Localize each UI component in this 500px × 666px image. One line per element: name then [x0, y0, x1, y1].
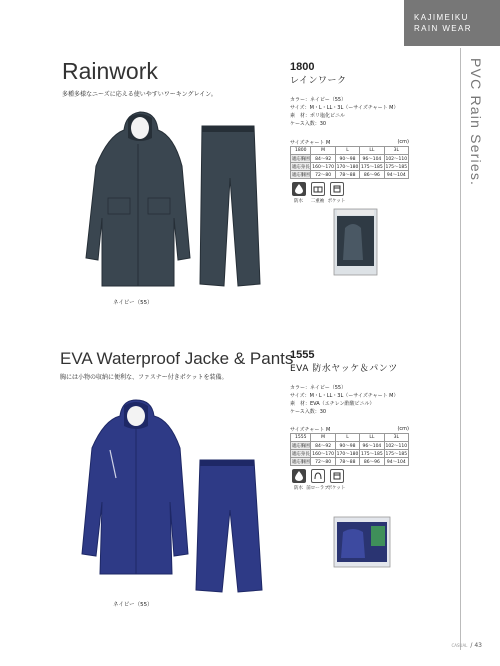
page-number: CASUAL / 43 — [451, 642, 482, 649]
table-cell: 94〜104 — [384, 171, 408, 179]
hood-icon — [311, 469, 325, 483]
size-chart-unit: (cm) — [397, 426, 409, 432]
table-cell: 適応胴囲 — [291, 172, 310, 178]
table-cell: 1555 — [291, 434, 311, 442]
table-row — [291, 147, 409, 155]
table-cell: 175〜185 — [385, 451, 408, 457]
table-row — [291, 458, 409, 466]
series-title: PVC Rain Series. — [468, 58, 484, 187]
table-cell: 86〜96 — [360, 458, 384, 466]
water-drop-icon — [292, 469, 306, 483]
table-cell: 94〜104 — [384, 458, 408, 466]
table-row — [291, 450, 409, 458]
product-name: レインワーク — [290, 76, 347, 86]
spec-color: カラー：ネイビー（55） — [290, 385, 347, 391]
brand-badge — [404, 0, 500, 46]
product-code: 1555 — [290, 349, 315, 361]
feature-pocket — [329, 182, 344, 204]
vertical-divider — [460, 48, 461, 650]
table-cell: 160〜170 — [312, 451, 334, 457]
feature-label: 防水 — [294, 199, 303, 204]
table-cell: 96〜104 — [360, 442, 384, 450]
table-cell: 84〜92 — [311, 155, 335, 163]
pocket-icon — [330, 182, 344, 196]
feature-waterproof — [291, 182, 306, 204]
table-cell: 90〜98 — [335, 155, 359, 163]
table-row — [291, 434, 409, 442]
table-cell: 160〜170 — [312, 164, 334, 170]
product-tagline: 胸には小物の収納に便利な、ファスナー付きポケットを装備。 — [60, 374, 228, 381]
spec-material: 素 材：ポリ塩化ビニル — [290, 113, 346, 119]
table-cell: 72〜80 — [311, 458, 335, 466]
package-image — [333, 516, 391, 568]
size-chart-title: サイズチャート M — [290, 140, 331, 146]
rainwork-jacket-pants-image — [78, 108, 268, 292]
table-cell: 84〜92 — [311, 442, 335, 450]
feature-pocket — [329, 469, 344, 491]
table-cell: 適応胴囲 — [291, 459, 310, 465]
table-cell: 175〜185 — [361, 164, 383, 170]
size-chart-table — [290, 146, 409, 179]
spec-color: カラー：ネイビー（55） — [290, 97, 347, 103]
table-row — [291, 155, 409, 163]
feature-label: ポケット — [327, 199, 346, 204]
table-cell: 1800 — [291, 147, 311, 155]
table-cell: 78〜88 — [335, 171, 359, 179]
table-cell: 3L — [384, 434, 408, 442]
table-row — [291, 163, 409, 171]
table-cell: 78〜88 — [335, 458, 359, 466]
feature-label: 二重袖 — [310, 199, 325, 204]
feature-icons — [291, 469, 344, 491]
spec-case-qty: ケース入数：30 — [290, 121, 327, 127]
size-chart-unit: (cm) — [397, 139, 409, 145]
table-cell: 適応身長 — [291, 451, 310, 457]
table-cell: LL — [360, 434, 384, 442]
eva-jacket-pants-image — [72, 398, 272, 594]
feature-label: 前ローラブ — [306, 486, 329, 491]
spec-case-qty: ケース入数：30 — [290, 409, 327, 415]
brand-category: RAIN WEAR — [414, 24, 472, 33]
product-tagline: 多種多様なニーズに応える使いやすいワーキングレイン。 — [62, 91, 217, 98]
spec-size: サイズ：M・L・LL・3L（ーサイズチャート M） — [290, 393, 399, 399]
color-caption: ネイビー（55） — [113, 602, 153, 608]
product-name: EVA 防水ヤッケ＆パンツ — [290, 364, 398, 374]
feature-label: 防水 — [294, 486, 303, 491]
package-image — [333, 208, 378, 276]
spec-material: 素 材：EVA（エチレン酢酸ビニル） — [290, 401, 375, 407]
table-cell: 170〜180 — [336, 164, 359, 170]
brand-name: KAJIMEIKU — [414, 13, 469, 22]
spec-size: サイズ：M・L・LL・3L（ーサイズチャート M） — [290, 105, 399, 111]
table-cell: 90〜98 — [335, 442, 359, 450]
product-title: EVA Waterproof Jacke & Pants — [60, 349, 294, 368]
table-cell: 96〜104 — [360, 155, 384, 163]
color-caption: ネイビー（55） — [113, 300, 153, 306]
product-title: Rainwork — [62, 58, 158, 84]
feature-waterproof — [291, 469, 306, 491]
water-drop-icon — [292, 182, 306, 196]
table-cell: 適応身長 — [291, 164, 310, 170]
product-specs — [290, 384, 399, 416]
table-cell: M — [311, 434, 335, 442]
table-cell: M — [311, 147, 335, 155]
table-cell: 102〜110 — [385, 156, 408, 162]
table-cell: 72〜80 — [311, 171, 335, 179]
feature-label: ポケット — [327, 486, 346, 491]
size-chart-title: サイズチャート M — [290, 427, 331, 433]
table-cell: 適応胸囲 — [291, 443, 310, 449]
product-code: 1800 — [290, 61, 315, 73]
feature-icons — [291, 182, 344, 204]
table-cell: LL — [360, 147, 384, 155]
table-cell: L — [335, 434, 359, 442]
feature-front-loop — [306, 469, 329, 491]
double-sleeve-icon — [311, 182, 325, 196]
feature-double-sleeve — [310, 182, 325, 204]
table-cell: 102〜110 — [385, 443, 408, 449]
table-cell: 適応胸囲 — [291, 156, 310, 162]
pocket-icon — [330, 469, 344, 483]
product-specs — [290, 96, 399, 128]
table-cell: 3L — [384, 147, 408, 155]
table-cell: L — [335, 147, 359, 155]
size-chart-header — [290, 139, 409, 146]
table-row — [291, 442, 409, 450]
table-row — [291, 171, 409, 179]
table-cell: 175〜185 — [361, 451, 383, 457]
page-category: CASUAL — [451, 643, 468, 648]
table-cell: 175〜185 — [385, 164, 408, 170]
size-chart-table — [290, 433, 409, 466]
size-chart-header — [290, 426, 409, 433]
table-cell: 170〜180 — [336, 451, 359, 457]
page-number-value: 43 — [474, 642, 482, 649]
table-cell: 86〜96 — [360, 171, 384, 179]
